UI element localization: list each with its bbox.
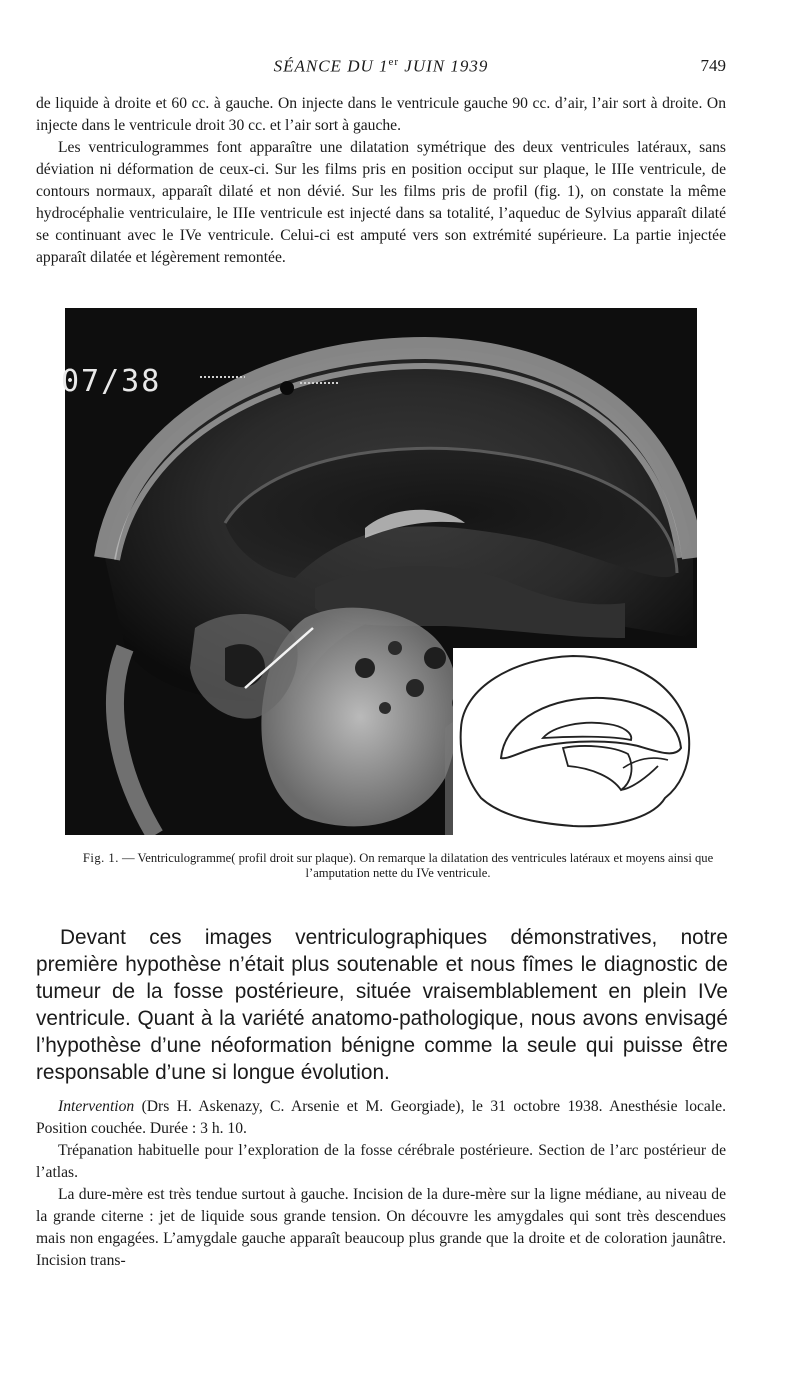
figure-ventriculogram bbox=[61, 308, 697, 835]
ventricle-outline-drawing bbox=[453, 648, 697, 835]
intervention-label: Intervention bbox=[58, 1098, 135, 1115]
caption-text: — Ventriculogramme( profil droit sur plaque). On remarque la dilatation des ventricules latéraux et moyens ainsi que l’amputation nette du IVe ventricule. bbox=[122, 851, 714, 880]
page-number: 749 bbox=[700, 56, 726, 75]
intervention-text: (Drs H. Askenazy, C. Arsenie et M. Georgiade), le 31 octobre 1938. Anesthésie locale. Position couchée. Durée : 3 h. 10. bbox=[36, 1098, 726, 1137]
inset-diagram bbox=[453, 648, 697, 835]
film-id-label: 07/38 bbox=[61, 364, 162, 399]
main-paragraph: Devant ces images ventriculographiques démonstratives, notre première hypothèse n’était plus soutenable et nous fîmes le diagnostic de tumeur de la fosse postérieure, située vraisemblablement en plein IVe ventricule. Quant à la variété anatomo-pathologique, nous avons envisagé l’hypothèse d’une néoformation bénigne comme la seule qui puisse être responsable d’une si longue évolution. bbox=[36, 926, 728, 1084]
figure-caption bbox=[58, 851, 738, 881]
running-head bbox=[36, 56, 726, 78]
running-title: SÉANCE DU 1er JUIN 1939 bbox=[273, 56, 489, 76]
paragraph-ventriculogrammes: Les ventriculogrammes font apparaître une dilatation symétrique des deux ventricules latéraux, sans déviation ni déformation de ceux-ci. Sur les films pris en position occiput sur plaque, le IIIe ventricule, de contours normaux, apparaît dilaté et non dévié. Sur les films pris de profil (fig. 1), on constate la même hydrocéphalie ventriculaire, le IIIe ventricule est injecté dans sa totalité, l’aqueduc de Sylvius apparaît dilaté se continuant avec le IVe ventricule. Celui-ci est amputé vers son extrémité supérieure. La partie injectée apparaît dilatée et légèrement remontée. bbox=[36, 139, 726, 266]
paragraph-intervention bbox=[36, 1096, 726, 1140]
paragraph-dure-mere: La dure-mère est très tendue surtout à gauche. Incision de la dure-mère sur la ligne médiane, au niveau de la grande citerne : jet de liquide sous grande tension. On découvre les amygdales qui sont très descendues mais non engagées. L’amygdale gauche apparaît beaucoup plus grande que la droite et de coloration jaunâtre. Incision trans- bbox=[36, 1186, 726, 1269]
caption-label: Fig. 1. bbox=[82, 851, 119, 865]
paragraph-continued: de liquide à droite et 60 cc. à gauche. On injecte dans le ventricule gauche 90 cc. d’air, l’air sort à droite. On injecte dans le ventricule droit 30 cc. et l’air sort à gauche. bbox=[36, 95, 726, 134]
paragraph-trepanation: Trépanation habituelle pour l’exploration de la fosse cérébrale postérieure. Section de l’arc postérieur de l’atlas. bbox=[36, 1142, 726, 1181]
